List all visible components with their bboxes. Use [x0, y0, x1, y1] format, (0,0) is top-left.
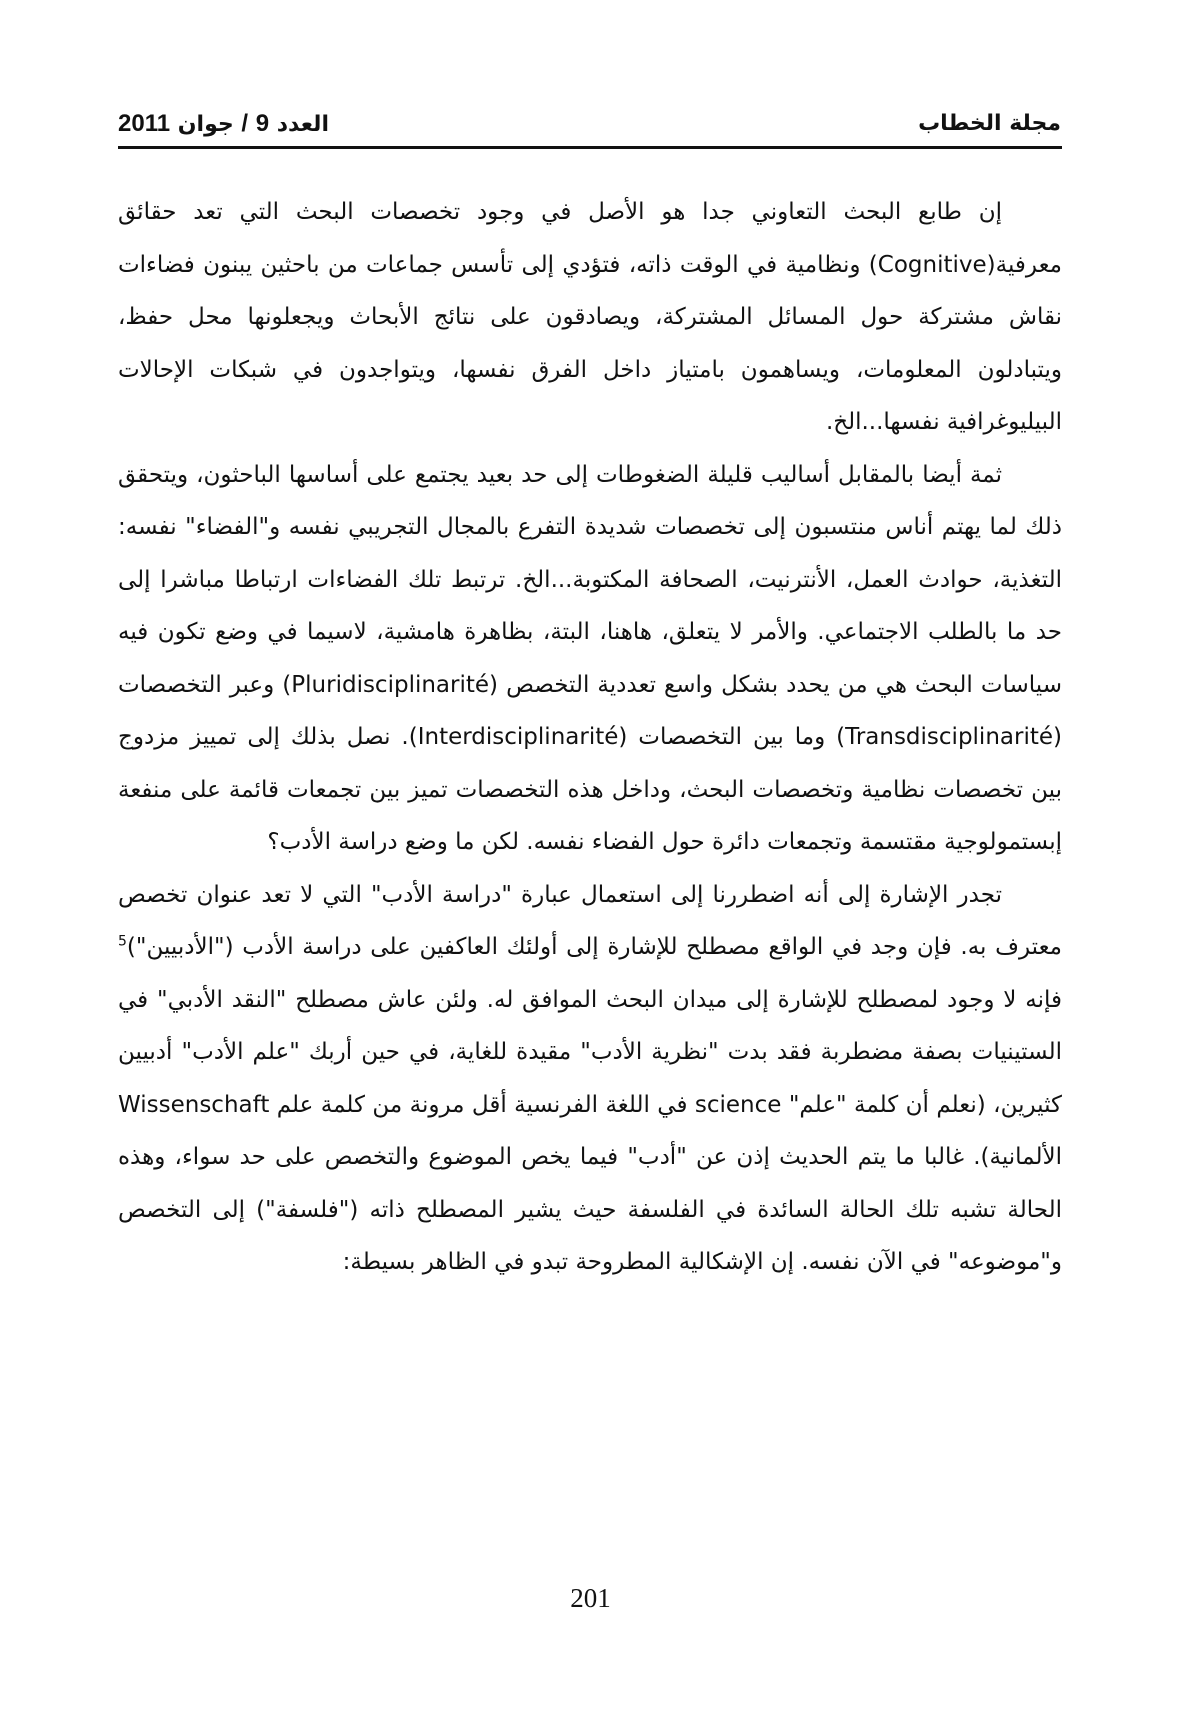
- paragraph-3-part-2: فإنه لا وجود لمصطلح للإشارة إلى ميدان البحث الموافق له. ولئن عاش مصطلح "النقد الأدبي" في الستينيات بصفة مضطربة فقد بدت "نظرية الأدب" مقيدة للغاية، في حين أربك "علم الأدب" أدبيين كثيرين، (نعلم أن كلمة "علم" science في اللغة الفرنسية أقل مرونة من كلمة علم Wissenschaft الألمانية). غالبا ما يتم الحديث إذن عن "أدب" فيما يخص الموضوع والتخصص على حد سواء، وهذه الحالة تشبه تلك الحالة السائدة في الفلسفة حيث يشير المصطلح ذاته ("فلسفة") إلى التخصص و"موضوعه" في الآن نفسه. إن الإشكالية المطروحة تبدو في الظاهر بسيطة:: [118, 986, 1062, 1275]
- issue-year: 2011: [118, 110, 171, 137]
- page-header: [118, 108, 1061, 146]
- footnote-reference: 5: [118, 933, 127, 950]
- paragraph-2: ثمة أيضا بالمقابل أساليب قليلة الضغوطات إلى حد بعيد يجتمع على أساسها الباحثون، ويتحقق ذلك لما يهتم أناس منتسبون إلى تخصصات شديدة التفرع بالمجال التجريبي نفسه و"الفضاء" نفسه: التغذية، حوادث العمل، الأنترنيت، الصحافة المكتوبة...الخ. ترتبط تلك الفضاءات ارتباطا مباشرا إلى حد ما بالطلب الاجتماعي. والأمر لا يتعلق، هاهنا، البتة، بظاهرة هامشية، لاسيما في وضع تكون فيه سياسات البحث هي من يحدد بشكل واسع تعددية التخصص (Pluridisciplinarité) وعبر التخصصات (Transdisciplinarité) وما بين التخصصات (Interdisciplinarité). نصل بذلك إلى تمييز مزدوج بين تخصصات نظامية وتخصصات البحث، وداخل هذه التخصصات تميز بين تجمعات قائمة على منفعة إبستمولوجية مقتسمة وتجمعات دائرة حول الفضاء نفسه. لكن ما وضع دراسة الأدب؟: [118, 461, 1062, 855]
- issue-info: [118, 108, 329, 141]
- article-body: [118, 186, 1062, 1289]
- paragraph-3-part-1: تجدر الإشارة إلى أنه اضطررنا إلى استعمال عبارة "دراسة الأدب" التي لا تعد عنوان تخصص معترف به. فإن وجد في الواقع مصطلح للإشارة إلى أولئك العاكفين على دراسة الأدب ("الأدبيين"): [118, 881, 1062, 960]
- issue-number: 9: [255, 110, 270, 137]
- header-divider: [118, 146, 1062, 149]
- issue-label: العدد: [276, 112, 329, 137]
- paragraph-1: إن طابع البحث التعاوني جدا هو الأصل في وجود تخصصات البحث التي تعد حقائق معرفية(Cognitive) ونظامية في الوقت ذاته، فتؤدي إلى تأسس جماعات من باحثين يبنون فضاءات نقاش مشتركة حول المسائل المشتركة، ويصادقون على نتائج الأبحاث ويجعلونها محل حفظ، ويتبادلون المعلومات، ويساهمون بامتياز داخل الفرق نفسها، ويتواجدون في شبكات الإحالات البيليوغرافية نفسها...الخ.: [118, 199, 1062, 435]
- paragraph-3: [118, 869, 1062, 1289]
- issue-separator: /: [241, 110, 249, 137]
- issue-month: جوان: [177, 112, 234, 137]
- page-number: 201: [570, 1583, 611, 1613]
- journal-title: مجلة الخطاب: [918, 111, 1061, 136]
